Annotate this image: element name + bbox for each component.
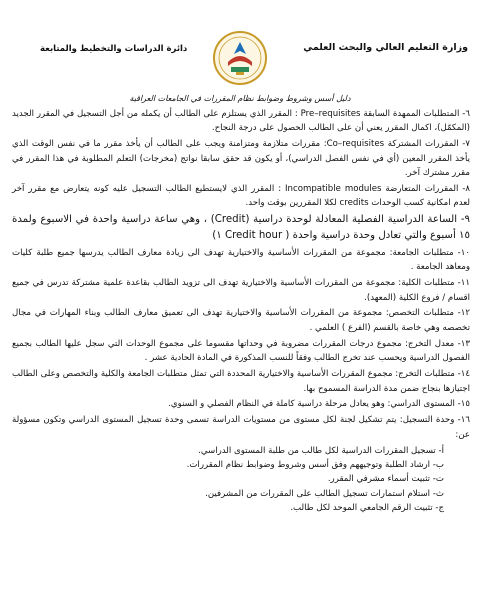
item-14: ١٤- متطلبات التخرج: مجموع المقررات الأساسية والاختيارية المحددة التي تمثل متطلبات الجامعة والكلية والتخصص وعلى الطالب اجتيازها بنجاح ضمن مدة الدراسة المسموح بها.: [12, 369, 470, 394]
item-7: ٧- المقررات المشتركة Co–requisites: مقررات متلازمة ومتزامنة ويجب على الطالب أن يأخذ مقرر ما في نفس الوقت الذي يأخذ المقرر المعين (أي في نفس الفصل الدراسي)، أو يكون قد حقق سابقا نواتج (مخرجات) التعلم المطلوبة في هذا المقرر في مقرر مشترك آخر.: [12, 139, 470, 179]
document-body: [12, 107, 470, 516]
ministry-header: وزارة التعليم العالي والبحث العلمي: [303, 42, 468, 53]
item-15: ١٥- المستوى الدراسي: وهو يعادل مرحلة دراسية كاملة في النظام الفصلي و السنوي.: [168, 399, 470, 410]
directorate-header: دائرة الدراسات والتخطيط والمتابعة: [40, 44, 188, 54]
item-10: ١٠- متطلبات الجامعة: مجموعة من المقررات الأساسية والاختيارية تهدف الى زيادة معارف الطالب يدرسها جميع طلبة كليات ومعاهد الجامعة .: [12, 247, 470, 273]
item-16: ١٦- وحدة التسجيل: يتم تشكيل لجنة لكل مستوى من مستويات الدراسة تسمى وحدة تسجيل المستوى الدراسي وتكون مسؤولة عن:: [12, 415, 470, 440]
item-8: ٨- المقررات المتعارضة Incompatible modules : المقرر الذي لايستطيع الطالب التسجيل عليه كونه يتعارض مع مقرر آخر لعدم امكانية كسب الوحدات credits لكلا المقررين بوقت واحد.: [12, 184, 471, 209]
item-13: ١٣- معدل التخرج: مجموع درجات المقررات مضروبة في وحداتها مقسوما على مجموع الوحدات التي سجل عليها الطالب بجميع الفصول الدراسية ويحسب عند تخرج الطالب وفقاً للنسب المذكورة في المادة الحادية عشر .: [12, 338, 470, 364]
item-9: ٩- الساعة الدراسية الفصلية المعادلة لوحدة دراسية (Credit) ، وهي ساعة دراسية واحدة في الاسبوع ولمدة ١٥ أسبوع والتي تعادل وحدة دراسية واحدة ( Credit hour ١): [12, 214, 471, 242]
item-6: ٦- المتطلبات الممهدة السابقة Pre–requisites : المقرر الذي يستلزم على الطالب أن يكمله من أجل التسجيل في المقرر الجديد (المكمّل)، اكمال المقرر يعني أن على الطالب الحصول على درجة النجاح.: [12, 109, 470, 134]
sub-item-a: أ- تسجيل المقررات الدراسية لكل طالب من طلبة المستوى الدراسي.: [198, 445, 444, 456]
sub-item-th: ث- استلام استمارات تسجيل الطالب على المقررات من المشرفين.: [205, 488, 444, 499]
ministry-logo: [212, 30, 268, 86]
sub-item-b: ب- ارشاد الطلبة وتوجيههم وفق أسس وشروط وضوابط نظام المقررات.: [186, 460, 444, 471]
sub-item-j: ج- تثبيت الرقم الجامعي الموحد لكل طالب.: [290, 503, 444, 514]
document-subtitle: دليل أسس وشروط وضوابط نظام المقررات في الجامعات العراقية: [129, 94, 351, 103]
item-11: ١١- متطلبات الكلية: مجموعة من المقررات الأساسية والاختيارية تهدف الى تزويد الطالب بقاعدة علمية مشتركة تدرس في جميع اقسام / فروع الكلية (المعهد).: [12, 278, 470, 303]
item-12: ١٢- متطلبات التخصص: مجموعة من المقررات الأساسية والاختيارية تهدف الى تعميق معارف الطالب وبناء المهارات في مجال تخصصه وهي خاصة بالقسم (الفرع ) العلمي .: [12, 308, 470, 333]
sub-item-t: ت- تثبيت أسماء مشرفي المقرر.: [327, 474, 444, 485]
